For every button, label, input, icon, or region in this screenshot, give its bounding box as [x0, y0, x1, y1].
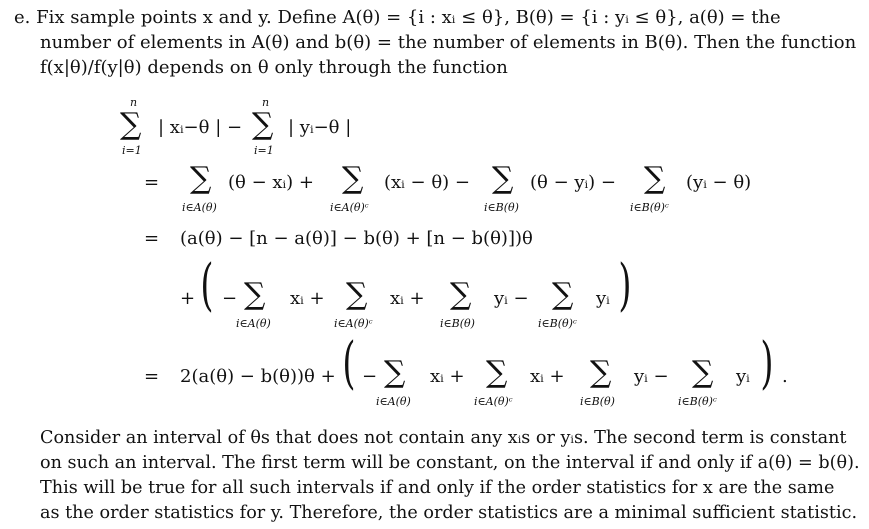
- sum-lower-limit: i=1: [122, 144, 142, 157]
- minus-sign: −: [222, 288, 238, 309]
- sum-upper-limit: n: [130, 96, 138, 109]
- left-paren: (: [200, 253, 214, 318]
- sum-symbol: ∑: [486, 355, 508, 390]
- conclusion-line-1: Consider an interval of θs that does not contain any xᵢs or yᵢs. The second term is constant: [40, 428, 847, 448]
- sum-index-B-complement: i∈B(θ)ᶜ: [538, 317, 577, 330]
- equals-sign: =: [144, 366, 160, 387]
- sum-symbol: ∑: [346, 277, 368, 312]
- minus-sign: −: [362, 366, 378, 387]
- equals-sign: =: [144, 228, 160, 249]
- intro-line-1: e. Fix sample points x and y. Define A(θ) = {i : xᵢ ≤ θ}, B(θ) = {i : yᵢ ≤ θ}, a(θ) = the: [14, 7, 781, 28]
- sum-symbol: ∑: [492, 161, 514, 196]
- sum-index-A: i∈A(θ): [182, 201, 217, 214]
- row4-lead: 2(a(θ) − b(θ))θ +: [180, 366, 336, 387]
- sum-symbol: ∑: [590, 355, 612, 390]
- sum-symbol: ∑: [120, 107, 142, 142]
- intro-line-2: number of elements in A(θ) and b(θ) = the number of elements in B(θ). Then the function: [40, 32, 857, 53]
- xi-term: xᵢ +: [390, 288, 425, 309]
- abs-y-term: | yᵢ−θ |: [288, 117, 352, 138]
- sum-symbol: ∑: [342, 161, 364, 196]
- sum-index-A-complement: i∈A(θ)ᶜ: [334, 317, 373, 330]
- xi-term: xᵢ +: [430, 366, 465, 387]
- left-paren: (: [342, 331, 356, 396]
- equals-sign: =: [144, 172, 160, 193]
- sum-index-B-complement: i∈B(θ)ᶜ: [678, 395, 717, 408]
- sum-index-B-complement: i∈B(θ)ᶜ: [630, 201, 669, 214]
- sum-index-B: i∈B(θ): [440, 317, 475, 330]
- conclusion-line-3: This will be true for all such intervals if and only if the order statistics for x are the same: [40, 478, 835, 498]
- yi-term: yᵢ: [596, 288, 610, 309]
- xi-term: xᵢ +: [290, 288, 325, 309]
- sum-index-A-complement: i∈A(θ)ᶜ: [330, 201, 369, 214]
- sum-index-A-complement: i∈A(θ)ᶜ: [474, 395, 513, 408]
- yi-term: yᵢ −: [494, 288, 529, 309]
- sum-symbol: ∑: [190, 161, 212, 196]
- sum-lower-limit: i=1: [254, 144, 274, 157]
- right-paren: ): [618, 253, 632, 318]
- sum-symbol: ∑: [244, 277, 266, 312]
- xi-term: xᵢ +: [530, 366, 565, 387]
- sum-symbol: ∑: [644, 161, 666, 196]
- abs-x-term: | xᵢ−θ | −: [158, 117, 243, 138]
- sum-upper-limit: n: [262, 96, 270, 109]
- row2-expression: (a(θ) − [n − a(θ)] − b(θ) + [n − b(θ)])θ: [180, 228, 533, 249]
- sum-index-A: i∈A(θ): [236, 317, 271, 330]
- row1-term-4: (yᵢ − θ): [686, 172, 752, 193]
- right-paren: ): [760, 331, 774, 396]
- conclusion-line-2: on such an interval. The first term will be constant, on the interval if and only if a(θ) = b(θ).: [40, 453, 860, 473]
- sum-index-B: i∈B(θ): [484, 201, 519, 214]
- row1-term-1: (θ − xᵢ) +: [228, 172, 314, 193]
- sum-symbol: ∑: [384, 355, 406, 390]
- sum-symbol: ∑: [692, 355, 714, 390]
- sum-index-A: i∈A(θ): [376, 395, 411, 408]
- sum-symbol: ∑: [252, 107, 274, 142]
- yi-term: yᵢ: [736, 366, 750, 387]
- sum-index-B: i∈B(θ): [580, 395, 615, 408]
- period: .: [782, 366, 788, 387]
- intro-line-3: f(x|θ)/f(y|θ) depends on θ only through the function: [40, 57, 508, 78]
- sum-symbol: ∑: [552, 277, 574, 312]
- plus-sign: +: [180, 288, 196, 309]
- row1-term-3: (θ − yᵢ) −: [530, 172, 617, 193]
- sum-symbol: ∑: [450, 277, 472, 312]
- row1-term-2: (xᵢ − θ) −: [384, 172, 470, 193]
- conclusion-line-4: as the order statistics for y. Therefore, the order statistics are a minimal sufficient statistic.: [40, 503, 858, 523]
- yi-term: yᵢ −: [634, 366, 669, 387]
